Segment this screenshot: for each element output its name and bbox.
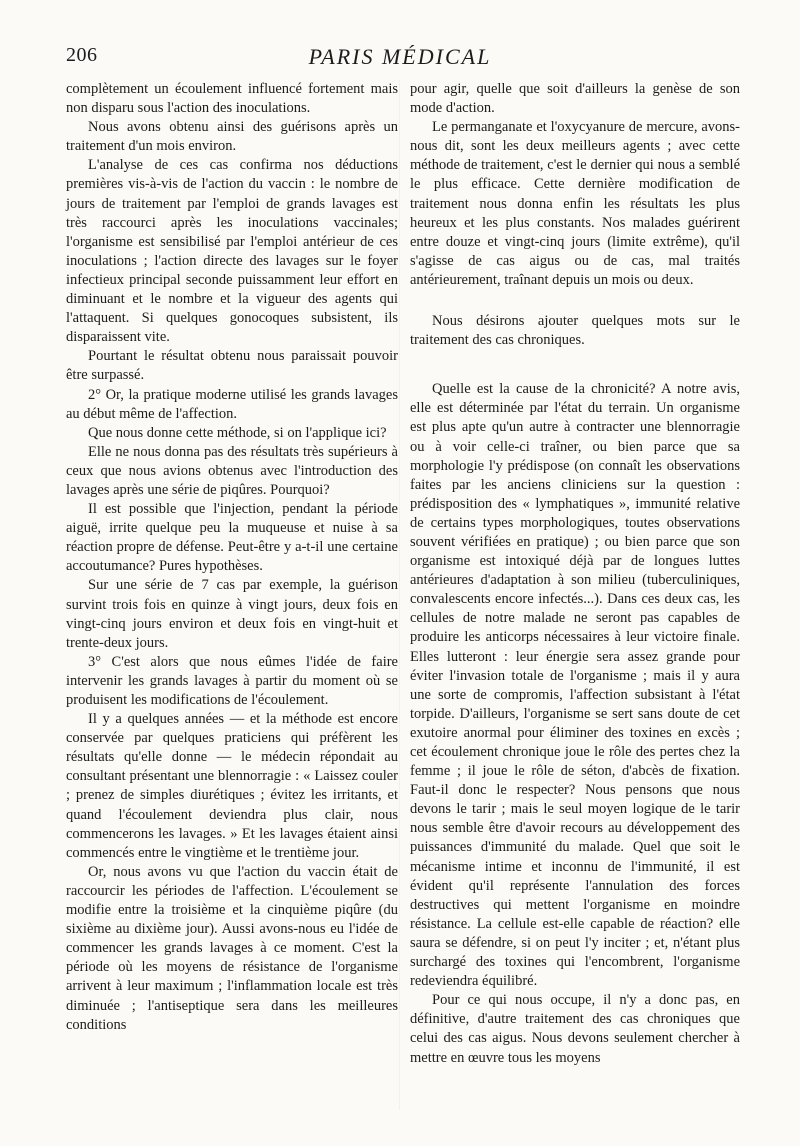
paragraph: 3° C'est alors que nous eûmes l'idée de faire intervenir les grands lavages à partir du moment où se produisent les modifications de l'écoulement. <box>66 653 398 708</box>
paragraph: complètement un écoulement influencé fortement mais non disparu sous l'action des inoculations. <box>66 81 398 117</box>
left-column <box>66 80 398 1035</box>
column-gutter <box>399 80 400 1110</box>
paragraph: Or, nous avons vu que l'action du vaccin était de raccourcir les périodes de l'affection. L'écoulement se modifie entre la troisième et la cinquième piqûre (du sixième au dixième jour). Aussi avons-nous eu l'idée de commencer les grands lavages à ce moment. C'est la période où les moyens de résistance de l'organisme arrivent à leur maximum ; l'inflammation locale est très diminuée ; l'antiseptique sera dans les meilleures conditions <box>66 863 398 1033</box>
right-column <box>410 80 740 1068</box>
paragraph: Le permanganate et l'oxycyanure de mercure, avons-nous dit, sont les deux meilleurs agents ; avec cette méthode de traitement, c'est le dernier qui nous a semblé le plus efficace. Cette dernière modification de traitement nous donna enfin les résultats les plus heureux et les plus constants. Nos malades guérirent entre douze et vingt-cinq jours (limite extrême), qu'il s'agisse de cas aigus ou de cas, mal traités antérieurement, traînant depuis un mois ou deux. <box>410 119 740 288</box>
paragraph: Nous désirons ajouter quelques mots sur le traitement des cas chroniques. <box>410 313 740 349</box>
paragraph: Quelle est la cause de la chronicité? A notre avis, elle est déterminée par l'état du terrain. Un organisme est plus apte qu'un autre à contracter une blennorragie ou à voir celle-ci traîner, ou bien parce que sa morphologie l'y prédispose (on connaît les observations faites par les anciens cliniciens sur la question : prédisposition des « lymphatiques », immunité relative de certains types morphologiques, toutes observations souvent vérifiées en pratique) ; ou bien parce que son organisme est intoxiqué déjà par de longues luttes antérieures d'adaptation à son milieu (tuberculiniques, convalescents encore infectés...). Dans ces deux cas, les cellules de notre malade ne seront pas capables de produire les anticorps nécessaires à leur victoire finale. Elles lutteront : leur énergie sera assez grande pour éviter l'invasion totale de l'organisme ; mais il y aura une sorte de compromis, l'affection subsistant à l'état torpide. D'ailleurs, l'organisme se sert sans doute de cet exutoire anormal pour éliminer des toxines en excès ; cet écoulement chronique joue le rôle des pertes chez la femme ; il joue le rôle de séton, d'abcès de fixation. Faut-il donc le respecter? Nous pensons que nous devons le tarir ; mais le seul moyen logique de le tarir nous semble être d'avoir recours au développement des puissances d'immunité du malade. Quel que soit le mécanisme intime et inconnu de l'immunité, il est évident qu'il représente l'annulation des forces destructives qui mettent l'organisme en moindre résistance. La cellule est-elle capable de réaction? elle saura se défendre, si on peut l'y inciter ; et, n'étant plus surchargé des toxines qui l'encombrent, l'organisme redeviendra équilibré. <box>410 381 740 990</box>
page-number: 206 <box>66 44 98 66</box>
paragraph: Que nous donne cette méthode, si on l'applique ici? <box>88 424 387 441</box>
paragraph: Pourtant le résultat obtenu nous paraissait pouvoir être surpassé. <box>66 348 398 384</box>
paragraph: Nous avons obtenu ainsi des guérisons après un traitement d'un mois environ. <box>66 119 398 155</box>
journal-title: PARIS MÉDICAL <box>308 44 492 69</box>
page-header <box>58 44 742 72</box>
paragraph: Il y a quelques années — et la méthode est encore conservée par quelques praticiens qui préfèrent les résultats qu'elle donne — le médecin répondait au consultant présentant une blennorragie : « Laissez couler ; prenez de simples diurétiques ; évitez les irritants, et quand l'écoulement deviendra plus clair, nous commencerons les lavages. » Et les lavages étaient ainsi commencés entre le vingtième et le trentième jour. <box>66 711 398 861</box>
paragraph: pour agir, quelle que soit d'ailleurs la genèse de son mode d'action. <box>410 81 740 117</box>
paragraph: Pour ce qui nous occupe, il n'y a donc pas, en définitive, d'autre traitement des cas chroniques que celui des cas aigus. Nous devons seulement chercher à mettre en œuvre tous les moyens <box>410 992 740 1066</box>
paragraph: Sur une série de 7 cas par exemple, la guérison survint trois fois en quinze à vingt jours, deux fois en vingt-cinq jours environ et deux fois en vingt-huit et trente-deux jours. <box>66 577 398 651</box>
paragraph: Elle ne nous donna pas des résultats très supérieurs à ceux que nous avions obtenus avec l'introduction des lavages après une série de piqûres. Pourquoi? <box>66 443 398 498</box>
paragraph: L'analyse de ces cas confirma nos déductions premières vis-à-vis de l'action du vaccin : le nombre de jours de traitement par l'emploi de grands lavages est très raccourci après les inoculations vaccinales; l'organisme est sensibilisé par l'emploi antérieur de ces inoculations ; l'action directe des lavages sur le foyer infectieux principal seconde puissamment leur effort en diminuant et le nombre et la vigueur des agents qui l'attaquent. Si quelques gonocoques subsistent, ils disparaissent vite. <box>66 157 398 346</box>
paragraph: Il est possible que l'injection, pendant la période aiguë, irrite quelque peu la muqueuse et nuise à sa réaction propre de défense. Peut-être y a-t-il une certaine accoutumance? Pures hypothèses. <box>66 501 398 575</box>
paragraph: 2° Or, la pratique moderne utilisé les grands lavages au début même de l'affection. <box>66 386 398 422</box>
